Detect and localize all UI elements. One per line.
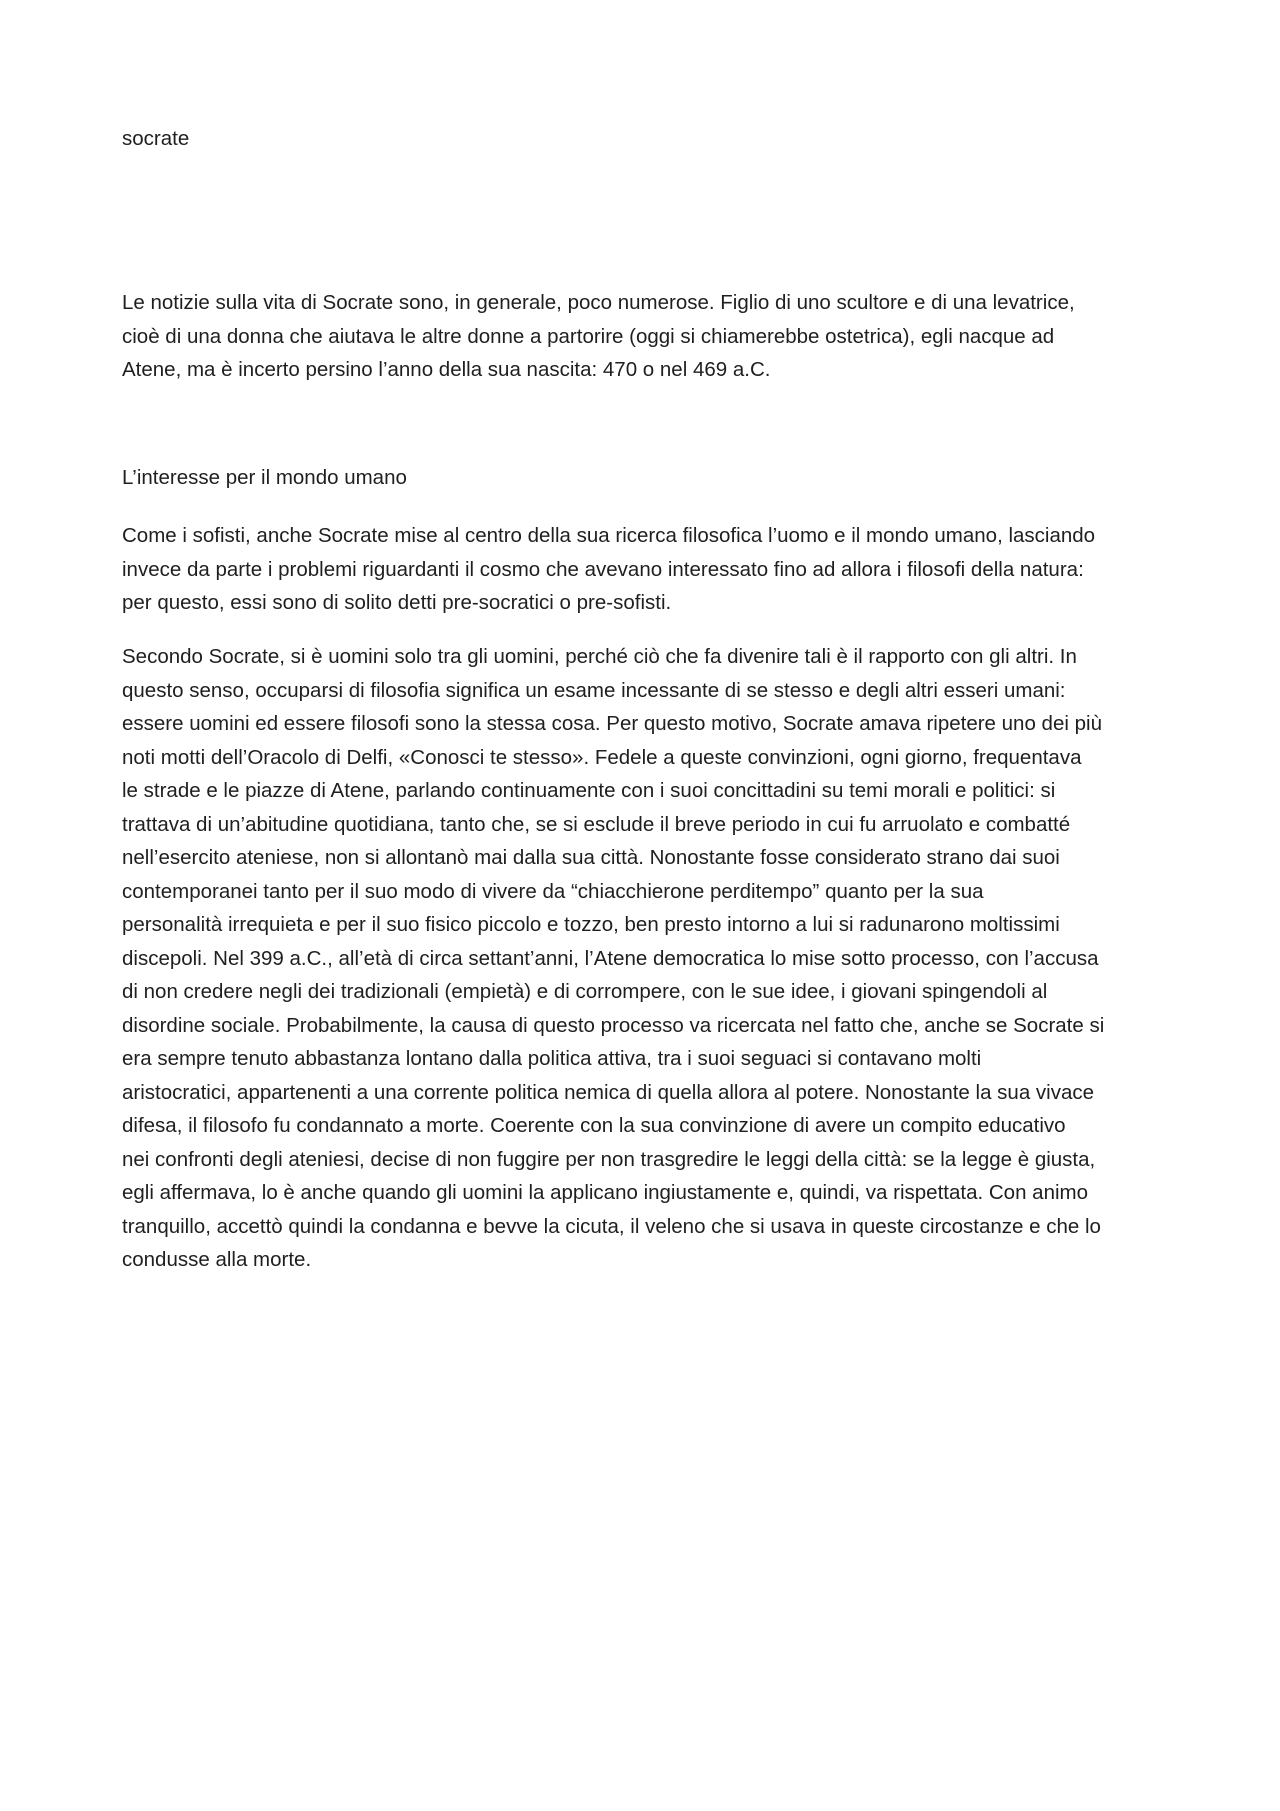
- text-line: cioè di una donna che aiutava le altre donne a partorire (oggi si chiamerebbe ostetrica), egli nacque ad: [122, 324, 1055, 348]
- text-line: Le notizie sulla vita di Socrate sono, in generale, poco numerose. Figlio di uno scultore e di una levatrice,: [122, 291, 1075, 314]
- text-line: di non credere negli dei tradizionali (empietà) e di corrompere, con le sue idee, i giovani spingendoli al: [122, 980, 1048, 1003]
- text-line: nell’esercito ateniese, non si allontanò mai dalla sua città. Nonostante fosse considerato strano dai suoi: [122, 846, 1060, 869]
- text-line: personalità irrequieta e per il suo fisico piccolo e tozzo, ben presto intorno a lui si radunarono moltissimi: [122, 913, 1060, 936]
- text-line: contemporanei tanto per il suo modo di vivere da “chiacchierone perditempo” quanto per la sua: [122, 879, 984, 903]
- text-line: per questo, essi sono di solito detti pre-socratici o pre-sofisti.: [122, 591, 672, 614]
- text-line: Come i sofisti, anche Socrate mise al centro della sua ricerca filosofica l’uomo e il mondo umano, lasciando: [122, 524, 1096, 547]
- text-line: Secondo Socrate, si è uomini solo tra gli uomini, perché ciò che fa divenire tali è il rapporto con gli altri. In: [122, 645, 1077, 668]
- text-line: egli affermava, lo è anche quando gli uomini la applicano ingiustamente e, quindi, va rispettata. Con animo: [122, 1181, 1089, 1204]
- text-line: condusse alla morte.: [122, 1248, 312, 1271]
- text-line: essere uomini ed essere filosofi sono la stessa cosa. Per questo motivo, Socrate amava ripetere uno dei più: [122, 712, 1102, 735]
- text-line: le strade e le piazze di Atene, parlando continuamente con i suoi concittadini su temi morali e politici: si: [122, 779, 1056, 802]
- secondo-socrate-paragraph: [122, 640, 1172, 1277]
- text-line: discepoli. Nel 399 a.C., all’età di circa settant’anni, l’Atene democratica lo mise sotto processo, con l’accusa: [122, 946, 1099, 970]
- text-line: nei confronti degli ateniesi, decise di non fuggire per non trasgredire le leggi della città: se la legge è giusta,: [122, 1147, 1096, 1171]
- text-line: noti motti dell’Oracolo di Delfi, «Conosci te stesso». Fedele a queste convinzioni, ogni giorno, frequentava: [122, 745, 1082, 769]
- document-title: socrate: [122, 127, 190, 150]
- section-heading: L’interesse per il mondo umano: [122, 466, 407, 489]
- text-line: disordine sociale. Probabilmente, la causa di questo processo va ricercata nel fatto che, anche se Socrate si: [122, 1013, 1105, 1037]
- text-line: tranquillo, accettò quindi la condanna e bevve la cicuta, il veleno che si usava in queste circostanze e che lo: [122, 1214, 1101, 1238]
- text-line: questo senso, occuparsi di filosofia significa un esame incessante di se stesso e degli altri esseri umani:: [122, 678, 1066, 702]
- sofisti-paragraph: [122, 519, 1172, 620]
- text-line: aristocratici, appartenenti a una corrente politica nemica di quella allora al potere. Nonostante la sua vivace: [122, 1080, 1095, 1104]
- text-line: Atene, ma è incerto persino l’anno della sua nascita: 470 o nel 469 a.C.: [122, 358, 771, 381]
- text-line: era sempre tenuto abbastanza lontano dalla politica attiva, tra i suoi seguaci si contavano molti: [122, 1047, 982, 1070]
- text-line: trattava di un’abitudine quotidiana, tanto che, se si esclude il breve periodo in cui fu arruolato e combatté: [122, 812, 1071, 836]
- text-line: invece da parte i problemi riguardanti il cosmo che avevano interessato fino ad allora i filosofi della natura:: [122, 557, 1084, 581]
- text-line: difesa, il filosofo fu condannato a morte. Coerente con la sua convinzione di avere un compito educativo: [122, 1114, 1066, 1137]
- intro-paragraph: [122, 286, 1172, 387]
